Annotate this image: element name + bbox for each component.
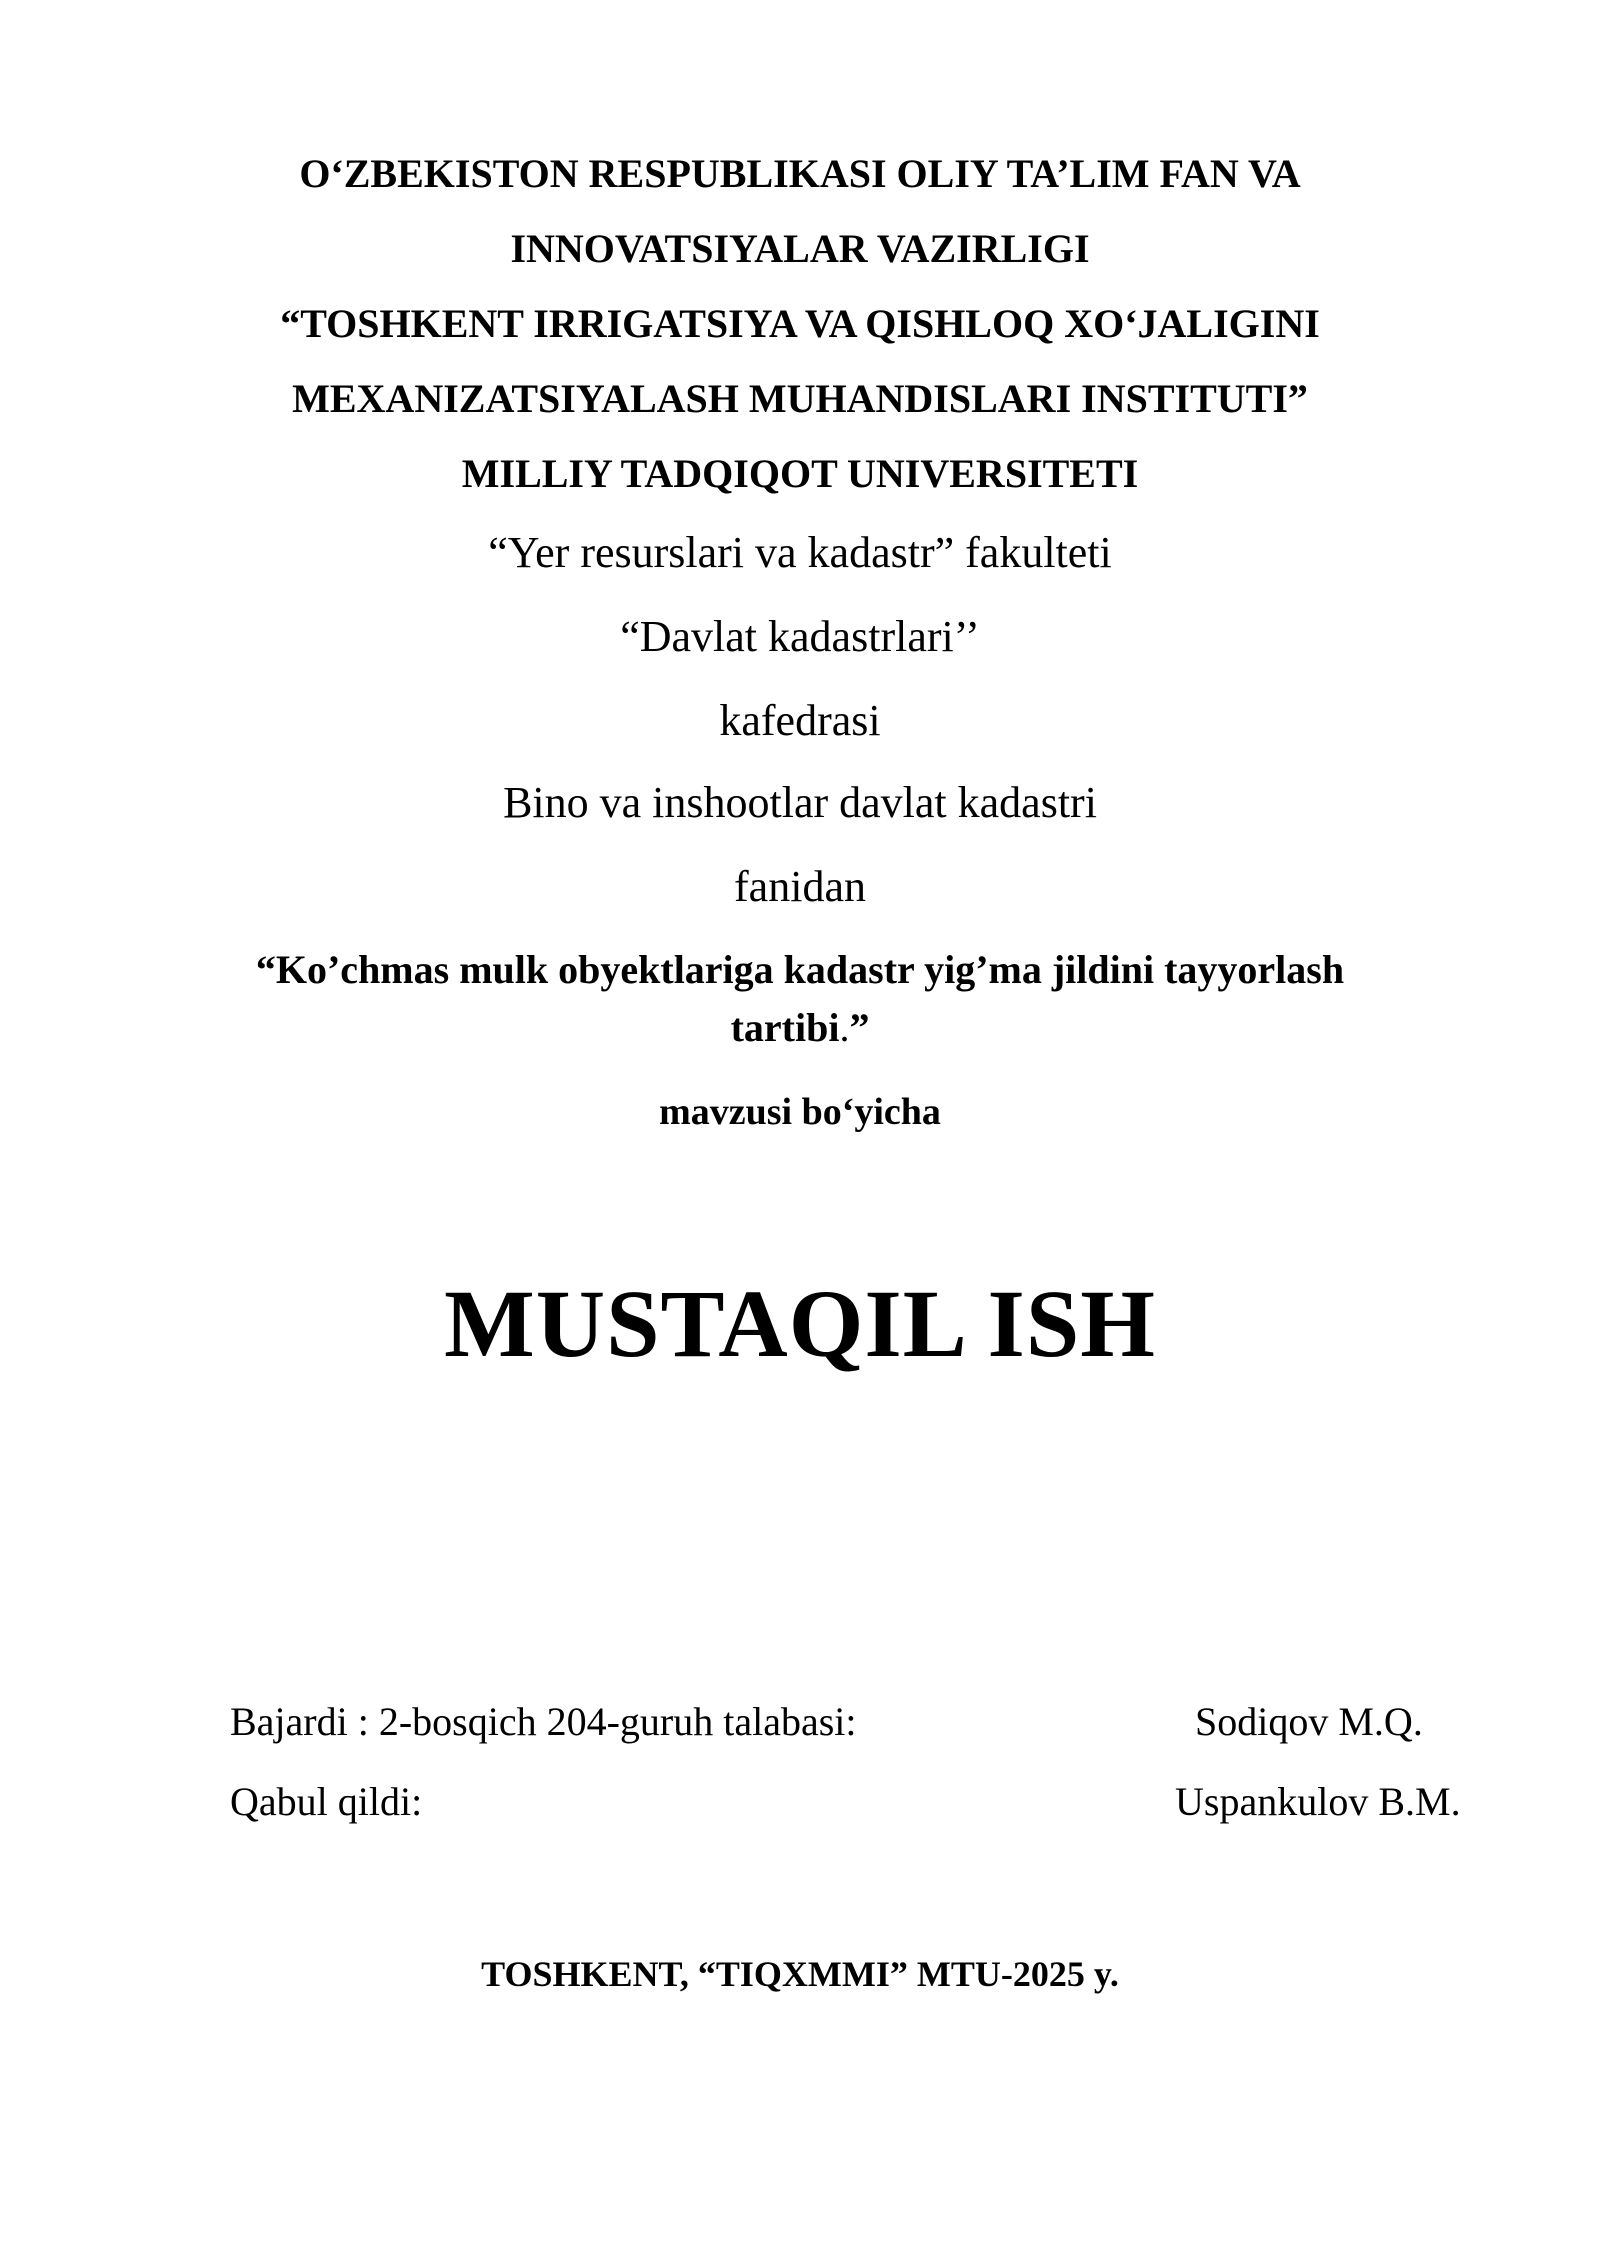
topic-title-quote: ”	[849, 1005, 870, 1050]
accepted-by-row	[230, 1778, 1490, 1828]
department-name: “Davlat kadastrlari’’	[620, 612, 980, 661]
accepted-by-name: Uspankulov B.M.	[1175, 1779, 1461, 1824]
topic-title-line-2	[0, 1004, 1600, 1051]
topic-suffix: mavzusi bo‘yicha	[659, 1091, 941, 1133]
ministry-title-line-1: O‘ZBEKISTON RESPUBLIKASI OLIY TA’LIM FAN VA	[299, 151, 1301, 196]
main-title: MUSTAQIL ISH	[444, 1270, 1156, 1377]
university-title: MILLIY TADQIQOT UNIVERSITETI	[461, 451, 1139, 496]
subject-name: Bino va inshootlar davlat kadastri	[503, 778, 1097, 827]
performed-by-label: Bajardi : 2-bosqich 204-guruh talabasi:	[230, 1699, 857, 1744]
performed-by-row	[230, 1698, 1490, 1748]
institute-title-line-2: MEXANIZATSIYALASH MUHANDISLARI INSTITUTI”	[292, 376, 1308, 421]
institute-title-line-1: “TOSHKENT IRRIGATSIYA VA QISHLOQ XO‘JALIGINI	[280, 301, 1320, 346]
footer-city-year: TOSHKENT, “TIQXMMI” MTU-2025 y.	[481, 1954, 1119, 1994]
faculty-name: “Yer resurslari va kadastr” fakulteti	[488, 528, 1112, 577]
topic-title-dot: .	[839, 1005, 850, 1050]
performed-by-name: Sodiqov M.Q.	[1195, 1699, 1423, 1744]
ministry-title-line-2: INNOVATSIYALAR VAZIRLIGI	[510, 226, 1090, 271]
department-word: kafedrasi	[719, 696, 881, 745]
topic-title-word: tartibi	[730, 1005, 840, 1050]
subject-word: fanidan	[734, 862, 866, 911]
topic-title-line-1: “Ko’chmas mulk obyektlariga kadastr yig’ma jildini tayyorlash	[255, 947, 1345, 992]
accepted-by-label: Qabul qildi:	[230, 1779, 423, 1824]
